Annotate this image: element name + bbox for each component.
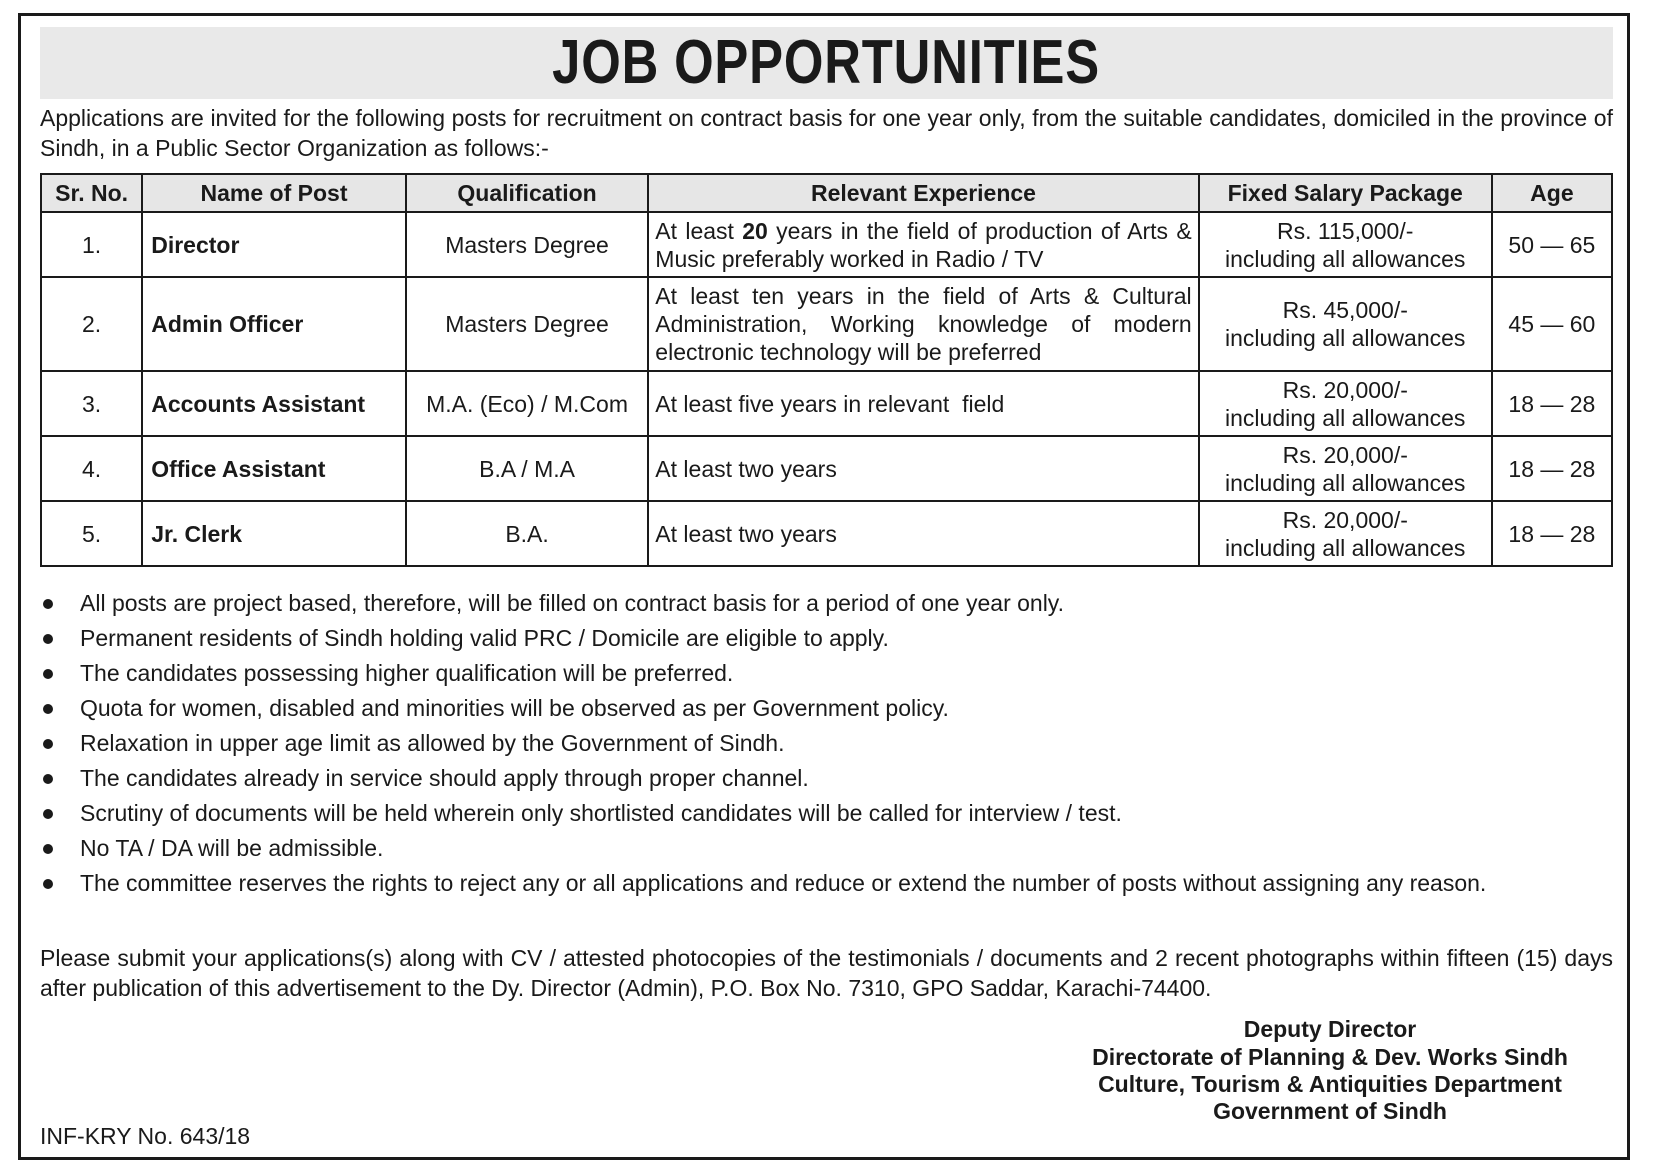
cell-sr-no: 5. (41, 501, 142, 566)
cell-post: Director (142, 212, 406, 277)
bullet-icon (43, 669, 53, 679)
condition-text: The committee reserves the rights to reject any or all applications and reduce or extend the number of posts without assigning any reason. (80, 870, 1487, 896)
cell-salary (1199, 212, 1492, 277)
salary-amount: Rs. 20,000/- (1282, 506, 1408, 533)
intro-paragraph: Applications are invited for the following posts for recruitment on contract basis for one year only, from the suitable candidates, domiciled in the province of Sindh, in a Public Sector Organization as follows:- (40, 105, 1613, 161)
condition-text: Relaxation in upper age limit as allowed by the Government of Sindh. (80, 730, 785, 756)
salary-note: including all allowances (1225, 534, 1466, 561)
condition-text: All posts are project based, therefore, will be filled on contract basis for a period of one year only. (80, 590, 1064, 616)
bullet-icon (43, 809, 53, 819)
cell-post: Admin Officer (142, 277, 406, 371)
experience-years: 20 (742, 217, 768, 244)
cell-post: Jr. Clerk (142, 501, 406, 566)
list-item (40, 833, 1613, 863)
cell-sr-no: 1. (41, 212, 142, 277)
cell-experience: At least two years (648, 501, 1198, 566)
cell-age: 18 — 28 (1492, 436, 1612, 501)
signatory-department: Culture, Tourism & Antiquities Department (1098, 1071, 1562, 1097)
cell-salary (1199, 371, 1492, 436)
signatory-office: Directorate of Planning & Dev. Works Sindh (1092, 1044, 1568, 1070)
bullet-icon (43, 599, 53, 609)
bullet-icon (43, 844, 53, 854)
title-band (40, 27, 1613, 99)
salary-note: including all allowances (1225, 245, 1466, 272)
list-item (40, 763, 1613, 793)
salary-note: including all allowances (1225, 325, 1466, 351)
header-post: Name of Post (142, 174, 406, 212)
experience-text: At least (655, 217, 743, 244)
conditions-list (40, 588, 1613, 903)
cell-sr-no: 3. (41, 371, 142, 436)
cell-sr-no: 2. (41, 277, 142, 371)
reference-number: INF-KRY No. 643/18 (40, 1123, 251, 1149)
condition-text: The candidates already in service should apply through proper channel. (80, 765, 809, 791)
submission-instructions: Please submit your applications(s) along with CV / attested photocopies of the testimonials / documents and 2 recent photographs within fifteen (15) days after publication of this advertisement to the Dy. Director (Admin), P.O. Box No. 7310, GPO Saddar, Karachi-74400. (40, 945, 1613, 1001)
bullet-icon (43, 774, 53, 784)
signature-block (1040, 1016, 1620, 1125)
list-item (40, 693, 1613, 723)
table-row (41, 212, 1612, 277)
condition-text: No TA / DA will be admissible. (80, 835, 384, 861)
condition-text: Permanent residents of Sindh holding valid PRC / Domicile are eligible to apply. (80, 625, 889, 651)
cell-age: 45 — 60 (1492, 277, 1612, 371)
table-row (41, 501, 1612, 566)
salary-note: including all allowances (1225, 404, 1466, 431)
cell-qualification: Masters Degree (406, 212, 649, 277)
cell-experience (648, 212, 1198, 277)
list-item (40, 658, 1613, 688)
cell-age: 18 — 28 (1492, 371, 1612, 436)
bullet-icon (43, 634, 53, 644)
cell-post: Office Assistant (142, 436, 406, 501)
header-age: Age (1492, 174, 1612, 212)
experience-text: years in the field of production of Arts & Music preferably worked in Radio / TV (655, 217, 1192, 272)
salary-amount: Rs. 115,000/- (1277, 217, 1414, 244)
cell-salary (1199, 436, 1492, 501)
cell-experience: At least ten years in the field of Arts & Cultural Administration, Working knowledge of modern electronic technology will be preferred (648, 277, 1198, 371)
header-sr-no: Sr. No. (41, 174, 142, 212)
cell-qualification: B.A / M.A (406, 436, 649, 501)
salary-amount: Rs. 20,000/- (1282, 376, 1408, 403)
salary-amount: Rs. 20,000/- (1282, 441, 1408, 468)
bullet-icon (43, 879, 53, 889)
condition-text: Scrutiny of documents will be held wherein only shortlisted candidates will be called for interview / test. (80, 800, 1122, 826)
cell-salary (1199, 501, 1492, 566)
signatory-designation: Deputy Director (1243, 1016, 1417, 1042)
header-qualification: Qualification (406, 174, 649, 212)
header-experience: Relevant Experience (648, 174, 1198, 212)
signatory-government: Government of Sindh (1213, 1098, 1447, 1124)
cell-age: 50 — 65 (1492, 212, 1612, 277)
cell-qualification: M.A. (Eco) / M.Com (406, 371, 649, 436)
bullet-icon (43, 739, 53, 749)
list-item (40, 868, 1613, 898)
cell-age: 18 — 28 (1492, 501, 1612, 566)
cell-salary (1199, 277, 1492, 371)
list-item (40, 728, 1613, 758)
condition-text: The candidates possessing higher qualification will be preferred. (80, 660, 734, 686)
salary-amount: Rs. 45,000/- (1282, 297, 1408, 323)
bullet-icon (43, 704, 53, 714)
table-row (41, 277, 1612, 371)
table-row (41, 436, 1612, 501)
cell-qualification: Masters Degree (406, 277, 649, 371)
list-item (40, 623, 1613, 653)
list-item (40, 798, 1613, 828)
table-row (41, 371, 1612, 436)
cell-experience: At least five years in relevant field (648, 371, 1198, 436)
salary-note: including all allowances (1225, 469, 1466, 496)
job-table (40, 173, 1613, 567)
cell-post: Accounts Assistant (142, 371, 406, 436)
table-header-row (41, 174, 1612, 212)
cell-experience: At least two years (648, 436, 1198, 501)
header-salary: Fixed Salary Package (1199, 174, 1492, 212)
list-item (40, 588, 1613, 618)
cell-qualification: B.A. (406, 501, 649, 566)
condition-text: Quota for women, disabled and minorities will be observed as per Government policy. (80, 695, 949, 721)
cell-sr-no: 4. (41, 436, 142, 501)
page-title: JOB OPPORTUNITIES (552, 28, 1101, 97)
